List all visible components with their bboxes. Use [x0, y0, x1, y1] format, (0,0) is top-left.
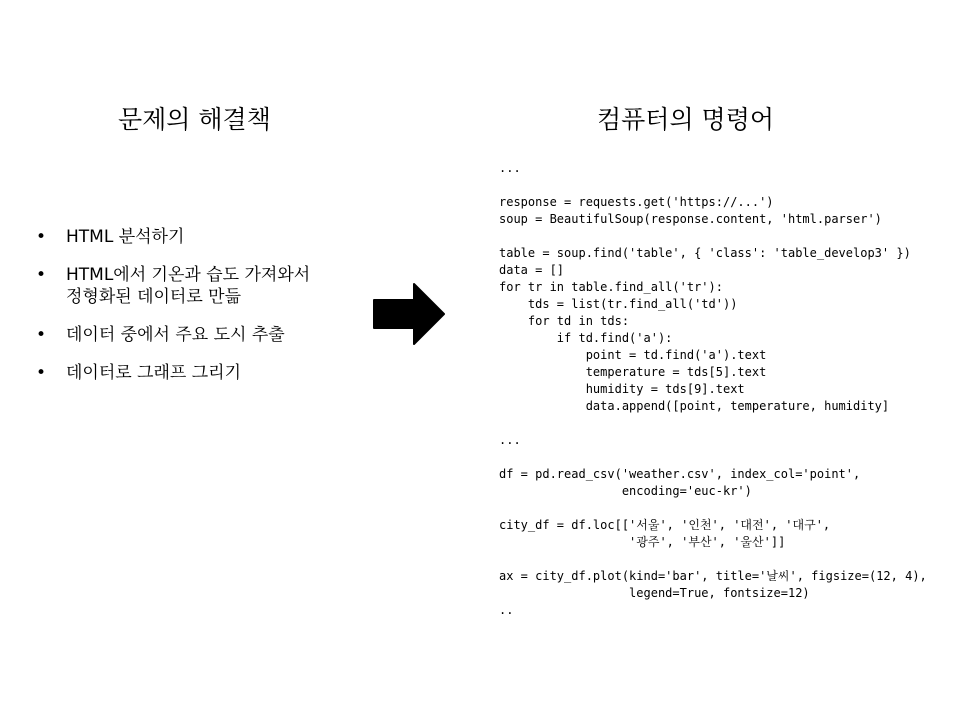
- bullet-text: HTML에서 기온과 습도 가져와서 정형화된 데이터로 만듦: [66, 265, 311, 307]
- right-heading: 컴퓨터의 명령어: [597, 105, 774, 134]
- bullet-text: 데이터 중에서 주요 도시 추출: [66, 325, 285, 345]
- bullet-dot-icon: •: [36, 325, 47, 345]
- bullet-dot-icon: •: [36, 227, 47, 247]
- bullet-text: HTML 분석하기: [66, 227, 185, 247]
- solution-bullet-list: [36, 226, 356, 400]
- right-arrow-icon: [372, 282, 446, 346]
- bullet-dot-icon: •: [36, 363, 47, 383]
- bullet-item: [36, 362, 356, 384]
- bullet-item: [36, 226, 356, 248]
- left-heading: 문제의 해결책: [118, 105, 271, 134]
- bullet-item: [36, 264, 356, 308]
- bullet-dot-icon: •: [36, 265, 47, 285]
- bullet-text: 데이터로 그래프 그리기: [66, 363, 242, 383]
- bullet-item: [36, 324, 356, 346]
- code-block: ... response = requests.get('https://...') soup = BeautifulSoup(response.content, 'html.parser') table = soup.find('table', { 'class': 'table_develop3' }) data = [] for tr in table.find_all('tr'): tds = list(tr.find_all('td')) for td in tds: if td.find('a'): point = td.find('a').text temperature = tds[5].text humidity = tds[9].text data.append([point, temperature, humidity] ... df = pd.read_csv('weather.csv', index_col='point', encoding='euc-kr') city_df = df.loc[['서울', '인천', '대전', '대구', '광주', '부산', '울산']] ax = city_df.plot(kind='bar', title='날씨', figsize=(12, 4), legend=True, fontsize=12) ..: [499, 161, 927, 617]
